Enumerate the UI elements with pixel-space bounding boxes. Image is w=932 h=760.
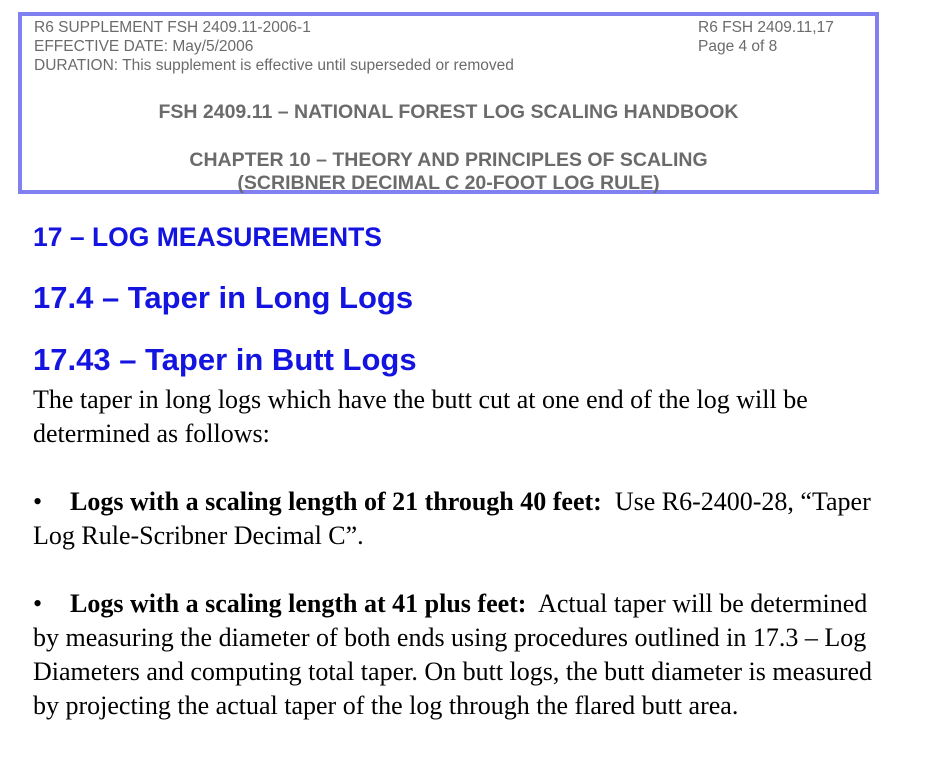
bullet-item [33,485,893,553]
supplement-id: R6 SUPPLEMENT FSH 2409.11-2006-1 [34,19,311,36]
subsection-heading: 17.4 – Taper in Long Logs [33,280,414,315]
handbook-title: FSH 2409.11 – NATIONAL FOREST LOG SCALING HANDBOOK [158,101,739,123]
bullet-text: Actual taper will be determined by measuring the diameter of both ends using procedures outlined in 17.3 – Log Diameters and computing total taper. On butt logs, the butt diameter is measured by projecting the actual taper of the log through the flared butt area. [33,589,873,720]
document-header [18,12,879,194]
bullet-lead: Logs with a scaling length of 21 through 40 feet: [70,487,602,516]
page-number: Page 4 of 8 [698,38,778,55]
fsh-reference: R6 FSH 2409.11,17 [698,19,834,36]
effective-date: EFFECTIVE DATE: May/5/2006 [34,38,254,55]
bullet-text: Use R6-2400-28, “Taper Log Rule-Scribner Decimal C”. [33,487,871,550]
duration: DURATION: This supplement is effective until superseded or removed [34,57,514,74]
bullet-item [33,587,893,723]
chapter-title: CHAPTER 10 – THEORY AND PRINCIPLES OF SCALING [189,149,708,171]
subsubsection-heading: 17.43 – Taper in Butt Logs [33,342,417,377]
bullet-icon: • [33,487,43,516]
section-heading: 17 – LOG MEASUREMENTS [33,222,382,252]
bullet-icon: • [33,589,43,618]
chapter-subtitle: (SCRIBNER DECIMAL C 20-FOOT LOG RULE) [237,172,660,194]
bullet-lead: Logs with a scaling length at 41 plus feet: [70,589,527,618]
intro-paragraph: The taper in long logs which have the butt cut at one end of the log will be determined as follows: [33,385,808,448]
